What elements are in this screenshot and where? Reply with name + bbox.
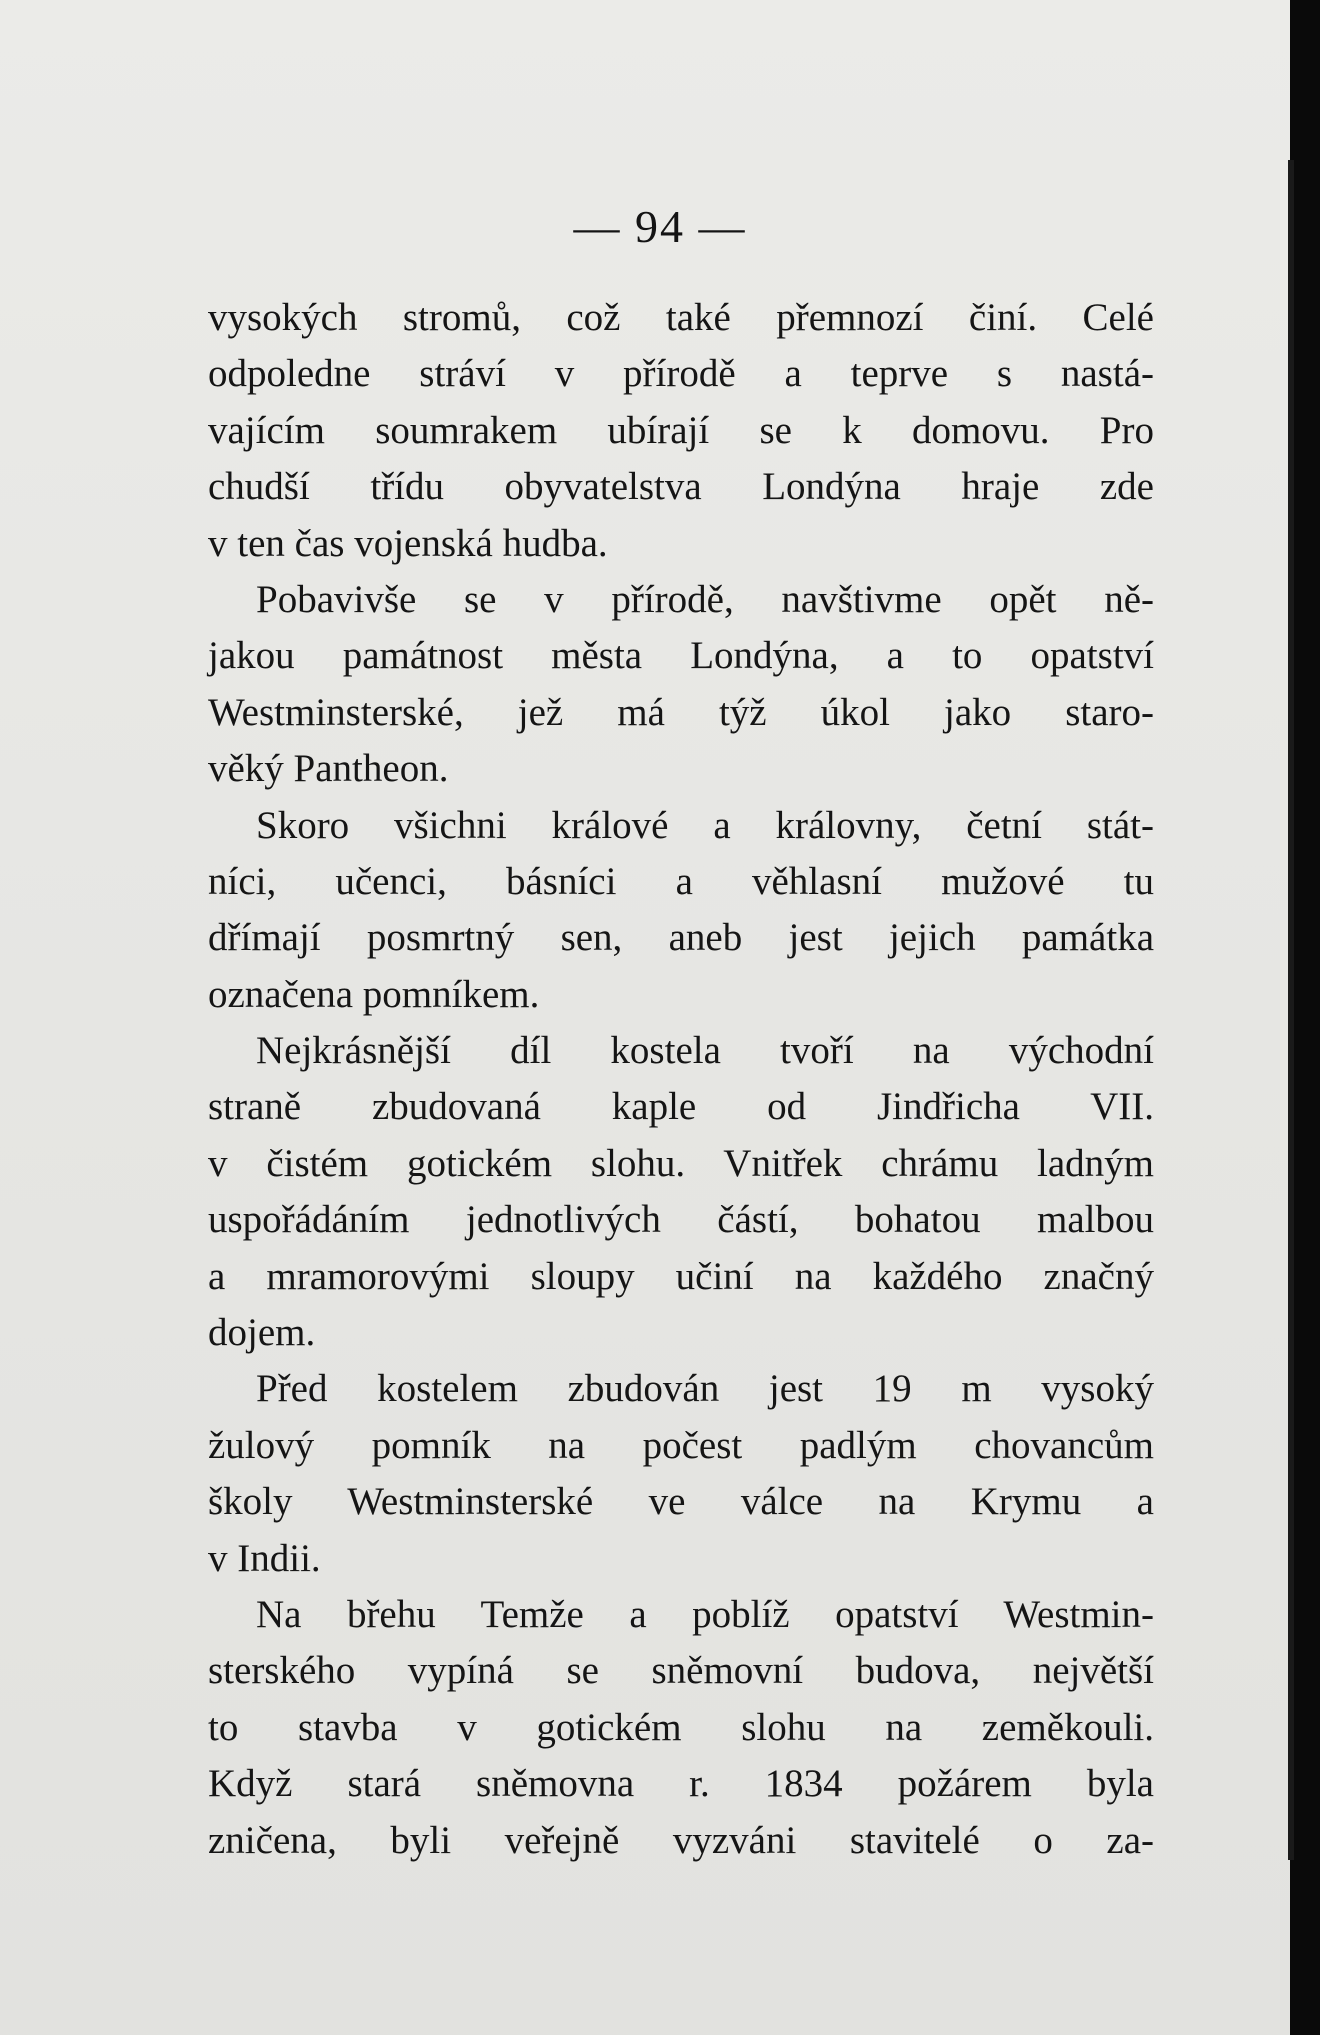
- text-line: Před kostelem zbudován jest 19 m vysoký: [256, 1367, 1154, 1411]
- text-line: jakou památnost města Londýna, a to opatství: [208, 634, 1154, 678]
- text-line: Když stará sněmovna r. 1834 požárem byla: [208, 1762, 1154, 1806]
- text-line: vysokých stromů, což také přemnozí činí. Celé: [208, 296, 1154, 339]
- text-line: straně zbudovaná kaple od Jindřicha VII.: [208, 1085, 1154, 1129]
- text-line: označena pomníkem.: [208, 972, 540, 1016]
- text-line: Nejkrásnější díl kostela tvoří na východní: [256, 1029, 1154, 1073]
- text-line: dřímají posmrtný sen, aneb jest jejich památka: [208, 916, 1154, 960]
- text-line: Skoro všichni králové a královny, četní stát-: [256, 803, 1154, 847]
- text-line: žulový pomník na počest padlým chovancům: [208, 1423, 1154, 1467]
- text-line: to stavba v gotickém slohu na zeměkouli.: [208, 1705, 1154, 1749]
- text-line: školy Westminsterské ve válce na Krymu a: [208, 1480, 1154, 1524]
- page-number: — 94 —: [573, 201, 747, 252]
- text-line: níci, učenci, básníci a věhlasní mužové tu: [208, 859, 1154, 903]
- text-line: a mramorovými sloupy učiní na každého značný: [208, 1254, 1154, 1298]
- text-line: uspořádáním jednotlivých částí, bohatou malbou: [208, 1198, 1154, 1242]
- text-line: vajícím soumrakem ubírají se k domovu. Pro: [208, 408, 1154, 452]
- text-line: dojem.: [208, 1311, 316, 1355]
- text-line: věký Pantheon.: [208, 747, 449, 791]
- book-binding-edge: [1290, 0, 1320, 2035]
- text-line: Westminsterské, jež má týž úkol jako staro-: [208, 690, 1154, 734]
- text-line: v čistém gotickém slohu. Vnitřek chrámu ladným: [208, 1141, 1154, 1185]
- text-line: chudší třídu obyvatelstva Londýna hraje zde: [208, 465, 1154, 509]
- text-line: odpoledne stráví v přírodě a teprve s nastá-: [208, 352, 1154, 396]
- text-line: zničena, byli veřejně vyzváni stavitelé o za-: [208, 1818, 1154, 1862]
- text-line: v ten čas vojenská hudba.: [208, 521, 608, 565]
- text-line: Na břehu Temže a poblíž opatství Westmin-: [256, 1592, 1154, 1636]
- text-line: sterského vypíná se sněmovní budova, největší: [208, 1649, 1154, 1693]
- text-line: v Indii.: [208, 1536, 321, 1580]
- text-line: Pobavivše se v přírodě, navštivme opět ně-: [256, 577, 1154, 621]
- body-text: [208, 290, 1154, 1869]
- spine-shadow: [1288, 160, 1294, 1860]
